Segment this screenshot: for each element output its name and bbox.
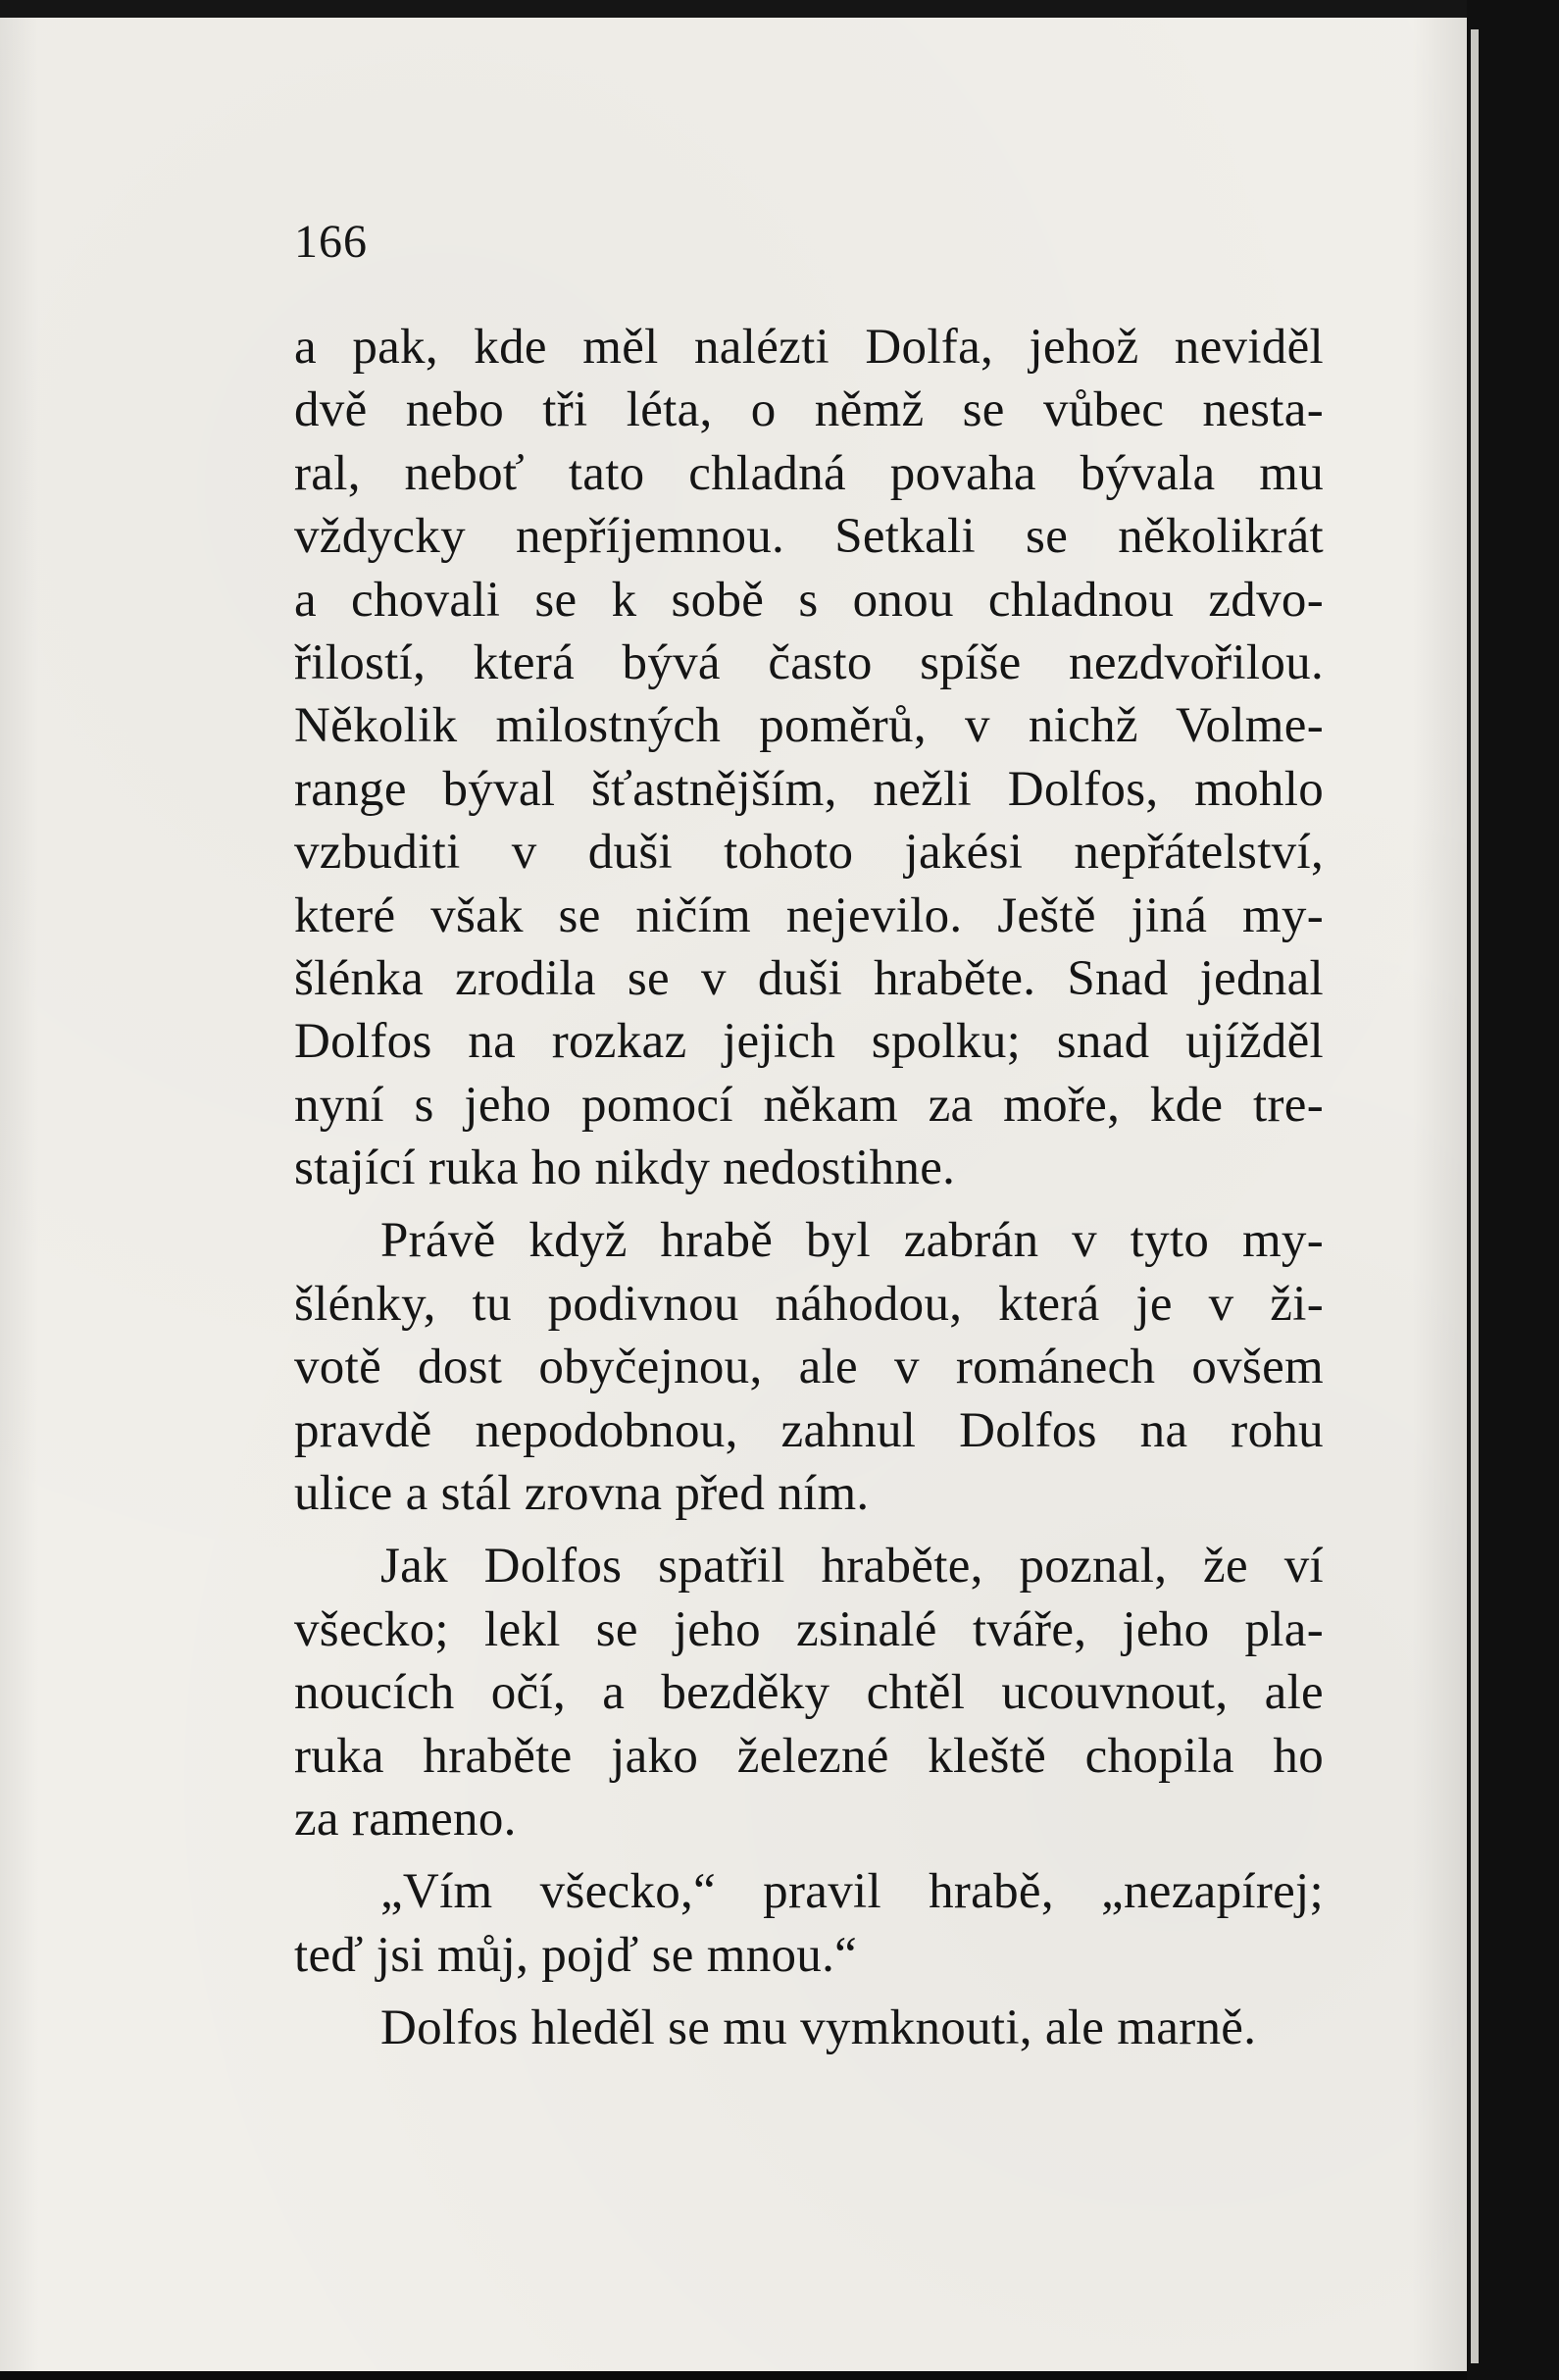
text-line: a pak, kde měl nalézti Dolfa, jehož neviděl: [294, 320, 1324, 375]
text-line: teď jsi můj, pojď se mnou.“: [294, 1927, 858, 1983]
paragraph-2: [294, 1209, 1324, 1525]
paragraph-5: [294, 1997, 1324, 2059]
text-line: dvě nebo tři léta, o němž se vůbec nesta-: [294, 382, 1324, 438]
text-line: a chovali se k sobě s onou chladnou zdvo-: [294, 572, 1324, 628]
adjacent-page-edge: [1471, 29, 1479, 2363]
scan-right-border: [1467, 0, 1559, 2380]
text-line: votě dost obyčejnou, ale v románech ovšem: [294, 1340, 1324, 1395]
text-line: vzbuditi v duši tohoto jakési nepřátelství,: [294, 825, 1324, 881]
text-line: Několik milostných poměrů, v nichž Volme-: [294, 698, 1324, 754]
text-line: noucích očí, a bezděky chtěl ucouvnout, ale: [294, 1665, 1324, 1721]
page-number: 166: [294, 216, 368, 268]
text-line: Dolfos hleděl se mu vymknouti, ale marně.: [380, 2000, 1257, 2056]
paragraph-1: [294, 316, 1324, 1199]
paragraph-4: [294, 1860, 1324, 1987]
text-line: šlénky, tu podivnou náhodou, která je v ži-: [294, 1276, 1324, 1332]
paragraph-3: [294, 1535, 1324, 1850]
text-line: Dolfos na rozkaz jejich spolku; snad ujížděl: [294, 1014, 1324, 1070]
text-line: stající ruka ho nikdy nedostihne.: [294, 1140, 956, 1196]
text-line: Právě když hrabě byl zabrán v tyto my-: [380, 1213, 1324, 1269]
body-text: [294, 316, 1324, 2060]
text-line: ruka hraběte jako železné kleště chopila ho: [294, 1728, 1324, 1784]
text-line: range býval šťastnějším, nežli Dolfos, mohlo: [294, 761, 1324, 817]
text-line: nyní s jeho pomocí někam za moře, kde tre-: [294, 1077, 1324, 1133]
text-line: řilostí, která bývá často spíše nezdvořilou.: [294, 634, 1324, 690]
text-line: ulice a stál zrovna před ním.: [294, 1466, 870, 1522]
text-line: pravdě nepodobnou, zahnul Dolfos na rohu: [294, 1402, 1324, 1458]
text-line: ral, neboť tato chladná povaha bývala mu: [294, 445, 1324, 501]
text-line: které však se ničím nejevilo. Ještě jiná my-: [294, 887, 1324, 943]
text-line: Jak Dolfos spatřil hraběte, poznal, že ví: [380, 1539, 1324, 1595]
text-line: všecko; lekl se jeho zsinalé tváře, jeho pla-: [294, 1601, 1324, 1657]
text-line: šlénka zrodila se v duši hraběte. Snad jednal: [294, 950, 1324, 1006]
text-line: za rameno.: [294, 1791, 517, 1847]
text-line: „Vím všecko,“ pravil hrabě, „nezapírej;: [380, 1864, 1324, 1920]
text-line: vždycky nepříjemnou. Setkali se několikrát: [294, 509, 1324, 565]
